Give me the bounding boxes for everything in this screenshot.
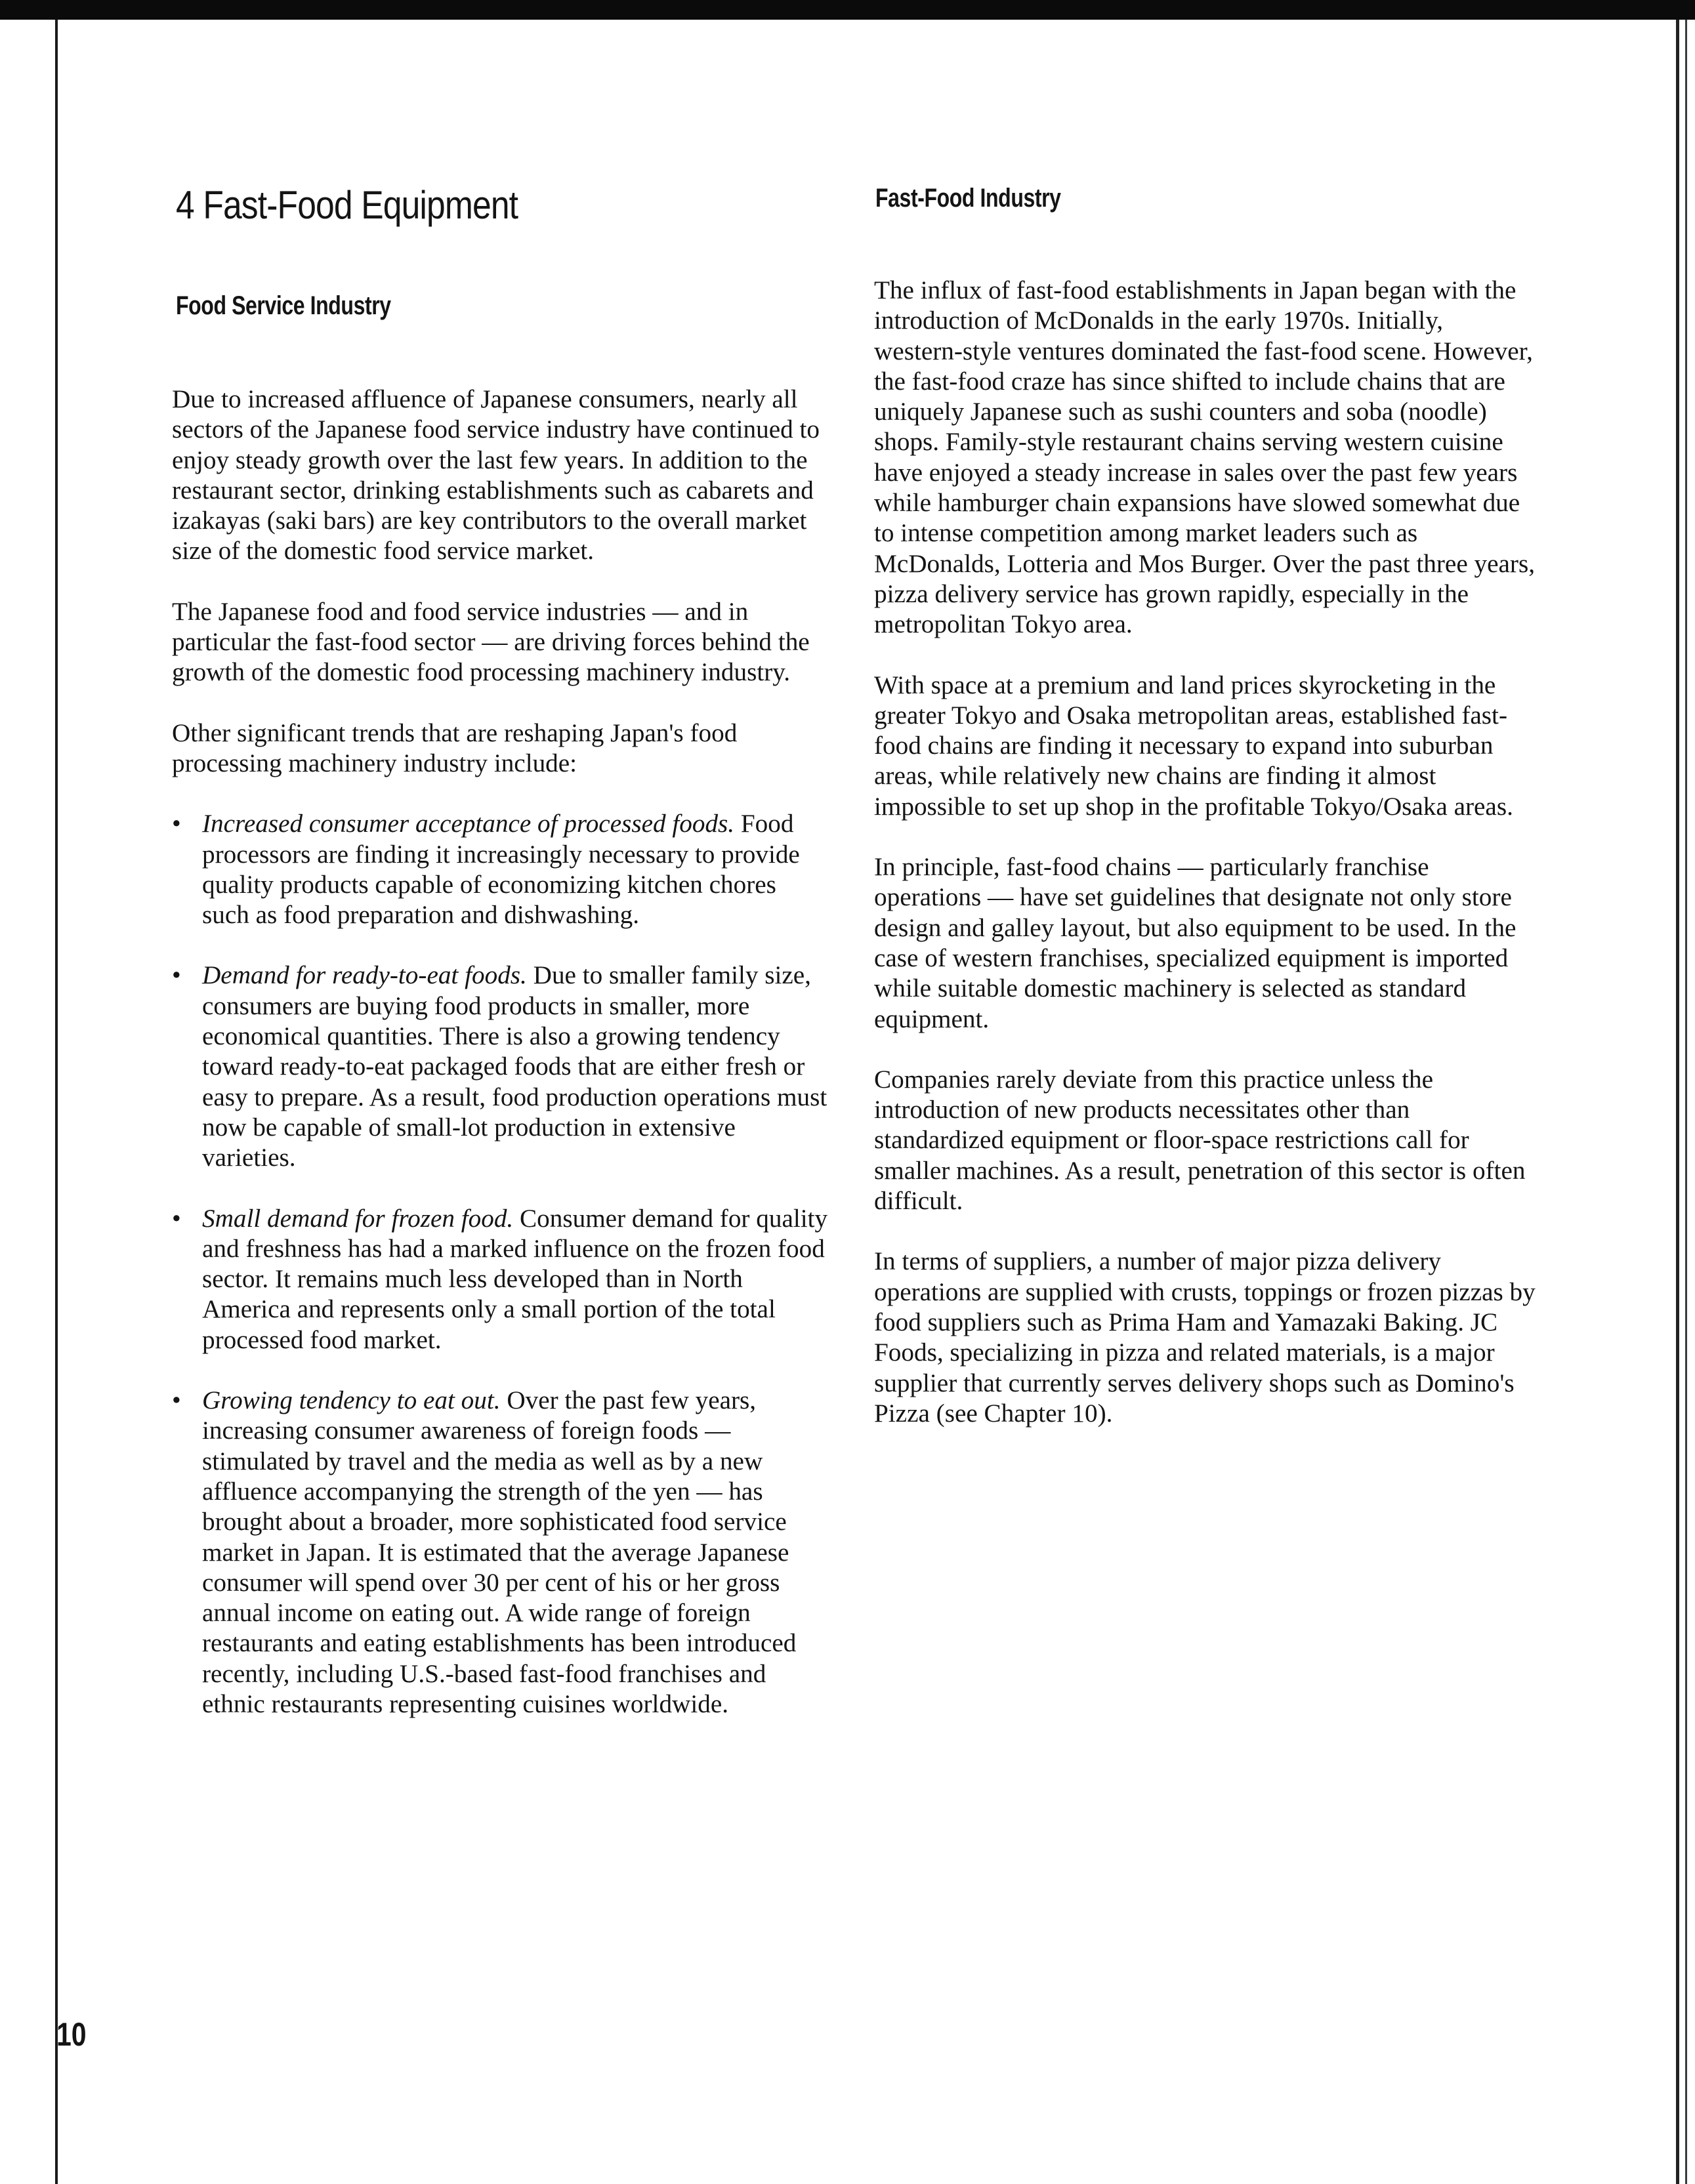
bullet-symbol: • bbox=[172, 961, 181, 990]
bullet-symbol: • bbox=[172, 1204, 181, 1233]
bullet-symbol: • bbox=[172, 1386, 181, 1415]
top-border-rule bbox=[0, 0, 1695, 20]
bullet-lead: Demand for ready-to-eat foods. bbox=[202, 961, 527, 990]
left-margin-rule bbox=[55, 20, 58, 2184]
bullet-text: Consumer demand for quality and freshness has had a marked influence on the frozen food sector. It remains much less developed than in North America and represents only a small portion of the total processed food market. bbox=[202, 1204, 828, 1354]
bullet-text: Food processors are finding it increasingly necessary to provide quality products capable of economizing kitchen chores such as food preparation and dishwashing. bbox=[202, 810, 800, 930]
paragraph: Other significant trends that are reshaping Japan's food processing machinery industry include: bbox=[172, 718, 738, 777]
bullet-symbol: • bbox=[172, 810, 181, 838]
paragraph: Due to increased affluence of Japanese consumers, nearly all sectors of the Japanese food service industry have continued to enjoy steady growth over the last few years. In addition to the restaurant sector, drinking establishments such as cabarets and izakayas (saki bars) are key contributors to the overall market size of the domestic food service market. bbox=[172, 385, 820, 566]
page-number: 10 bbox=[56, 2016, 87, 2053]
bullet-lead: Increased consumer acceptance of processed foods. bbox=[202, 810, 735, 838]
bullet-item bbox=[172, 1204, 828, 1355]
right-margin-rule bbox=[1676, 20, 1679, 2184]
bullet-text: Due to smaller family size, consumers are buying food products in smaller, more economical quantities. There is also a growing tendency toward ready-to-eat packaged foods that are either fresh or easy to prepare. As a result, food production operations must now be capable of small-lot production in extensive varieties. bbox=[202, 961, 827, 1172]
fast-food-industry-heading: Fast-Food Industry bbox=[875, 184, 1061, 213]
right-edge-shadow bbox=[1685, 20, 1687, 2184]
left-column-body bbox=[172, 384, 828, 1750]
paragraph: Companies rarely deviate from this practice unless the introduction of new products necessitates other than standardized equipment or floor-space restrictions call for smaller machines. As a result, penetration of this sector is often difficult. bbox=[874, 1065, 1526, 1216]
paragraph: With space at a premium and land prices skyrocketing in the greater Tokyo and Osaka metropolitan areas, established fast-food chains are finding it necessary to expand into suburban areas, while relatively new chains are finding it almost impossible to set up shop in the profitable Tokyo/Osaka areas. bbox=[874, 670, 1513, 821]
paragraph: In principle, fast-food chains — particularly franchise operations — have set guidelines that designate not only store design and galley layout, but also equipment to be used. In the case of western franchises, specialized equipment is imported while suitable domestic machinery is selected as standard equipment. bbox=[874, 853, 1517, 1033]
food-service-industry-heading: Food Service Industry bbox=[176, 291, 391, 320]
bullet-text: Over the past few years, increasing consumer awareness of foreign foods — stimulated by travel and the media as well as by a new affluence accompanying the strength of the yen — has brought about a broader, more sophisticated food service market in Japan. It is estimated that the average Japanese consumer will spend over 30 per cent of his or her gross annual income on eating out. A wide range of foreign restaurants and eating establishments has been introduced recently, including U.S.-based fast-food franchises and ethnic restaurants representing cuisines worldwide. bbox=[202, 1386, 797, 1718]
paragraph: In terms of suppliers, a number of major pizza delivery operations are supplied with crusts, toppings or frozen pizzas by food suppliers such as Prima Ham and Yamazaki Baking. JC Foods, specializing in pizza and related materials, is a major supplier that currently serves delivery shops such as Domino's Pizza (see Chapter 10). bbox=[874, 1247, 1536, 1428]
paragraph: The Japanese food and food service industries — and in particular the fast-food sector — are driving forces behind the growth of the domestic food processing machinery industry. bbox=[172, 597, 810, 687]
bullet-item bbox=[172, 1386, 828, 1720]
bullet-lead: Growing tendency to eat out. bbox=[202, 1386, 501, 1415]
bullet-lead: Small demand for frozen food. bbox=[202, 1204, 514, 1233]
bullet-item bbox=[172, 960, 828, 1173]
bullet-item bbox=[172, 809, 828, 930]
paragraph: The influx of fast-food establishments in Japan began with the introduction of McDonalds in the early 1970s. Initially, western-style ventures dominated the fast-food scene. However, the fast-food craze has since shifted to include chains that are uniquely Japanese such as sushi counters and soba (noodle) shops. Family-style restaurant chains serving western cuisine have enjoyed a steady increase in sales over the past few years while hamburger chain expansions have slowed somewhat due to intense competition among market leaders such as McDonalds, Lotteria and Mos Burger. Over the past three years, pizza delivery service has grown rapidly, especially in the metropolitan Tokyo area. bbox=[874, 276, 1535, 639]
right-column-body bbox=[874, 276, 1537, 1459]
chapter-title: 4 Fast-Food Equipment bbox=[176, 183, 518, 227]
